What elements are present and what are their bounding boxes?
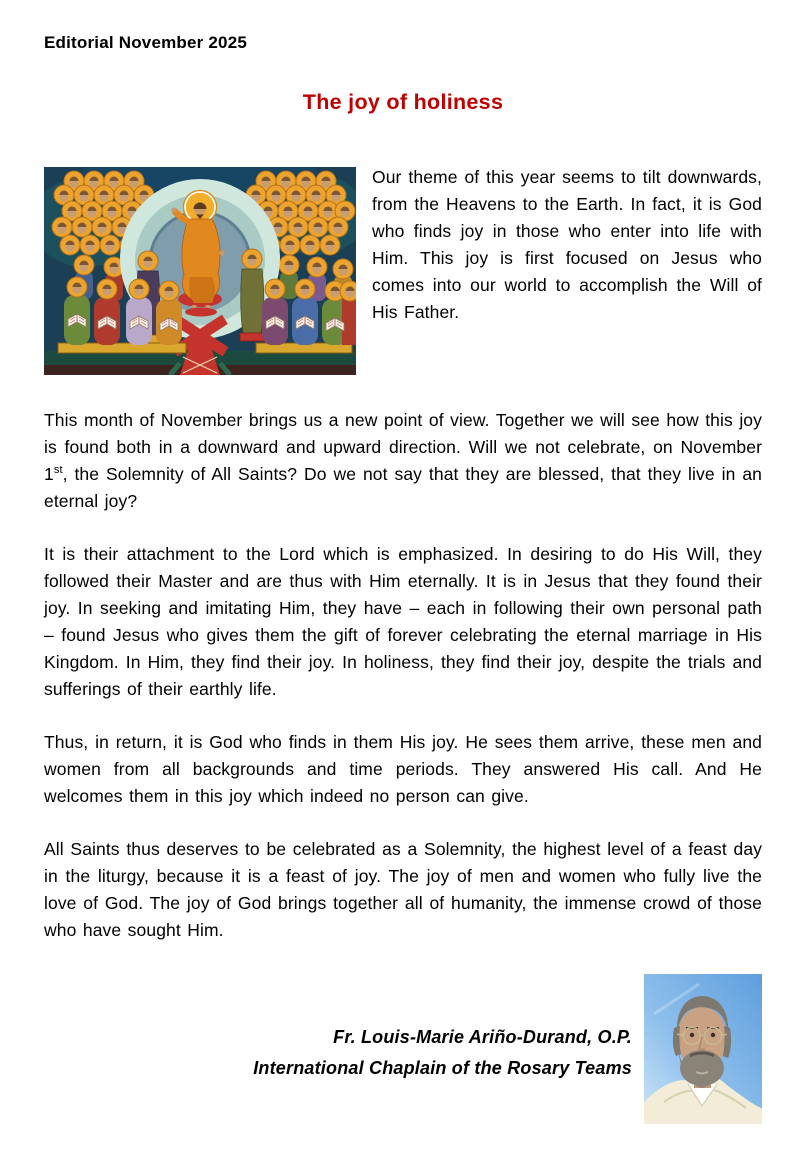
paragraph-2-text-cont: , the Solemnity of All Saints? Do we not say that they are blessed, that they live in an eternal joy? [44, 464, 762, 511]
paragraph-5: All Saints thus deserves to be celebrated as a Solemnity, the highest level of a feast day in the liturgy, because it is a feast of joy. The joy of men and women who fully live the love of God. The joy of God brings together all of humanity, the immense crowd of those who have sought Him. [44, 839, 762, 940]
editorial-header: Editorial November 2025 [44, 33, 248, 52]
signature-section [44, 974, 762, 1124]
ordinal-superscript: st [53, 464, 63, 477]
all-saints-icon-graphic [44, 167, 356, 375]
chaplain-portrait-photo [644, 974, 762, 1124]
paragraph-2-text: This month of November brings us a new point of view. Together we will see how this joy is found both in a downward and upward direction. Will we not celebrate, on November 1 [44, 410, 762, 484]
page-title: The joy of holiness [302, 90, 504, 114]
signature-role: International Chaplain of the Rosary Teams [253, 1058, 632, 1078]
chaplain-portrait-graphic [644, 974, 762, 1124]
paragraph-4: Thus, in return, it is God who finds in them His joy. He sees them arrive, these men and women from all backgrounds and time periods. They answered His call. And He welcomes them in this joy which indeed no person can give. [44, 732, 762, 806]
all-saints-icon-image [44, 167, 356, 375]
signature-block [44, 1022, 632, 1084]
paragraph-2 [44, 385, 762, 515]
document-body [44, 164, 762, 944]
paragraph-1: Our theme of this year seems to tilt downwards, from the Heavens to the Earth. In fact, it is God who finds joy in those who enter into life with Him. This joy is first focused on Jesus who comes into our world to accomplish the Will of His Father. [372, 167, 762, 322]
paragraph-3: It is their attachment to the Lord which is emphasized. In desiring to do His Will, they followed their Master and are thus with Him eternally. It is in Jesus that they found their joy. In seeking and imitating Him, they have – each in following their own personal path – found Jesus who gives them the gift of forever celebrating the eternal marriage in His Kingdom. In Him, they find their joy. In holiness, they find their joy, despite the trials and sufferings of their earthly life. [44, 544, 762, 699]
signature-name: Fr. Louis-Marie Ariño-Durand, O.P. [333, 1027, 632, 1047]
seated-saints-right [262, 279, 356, 345]
